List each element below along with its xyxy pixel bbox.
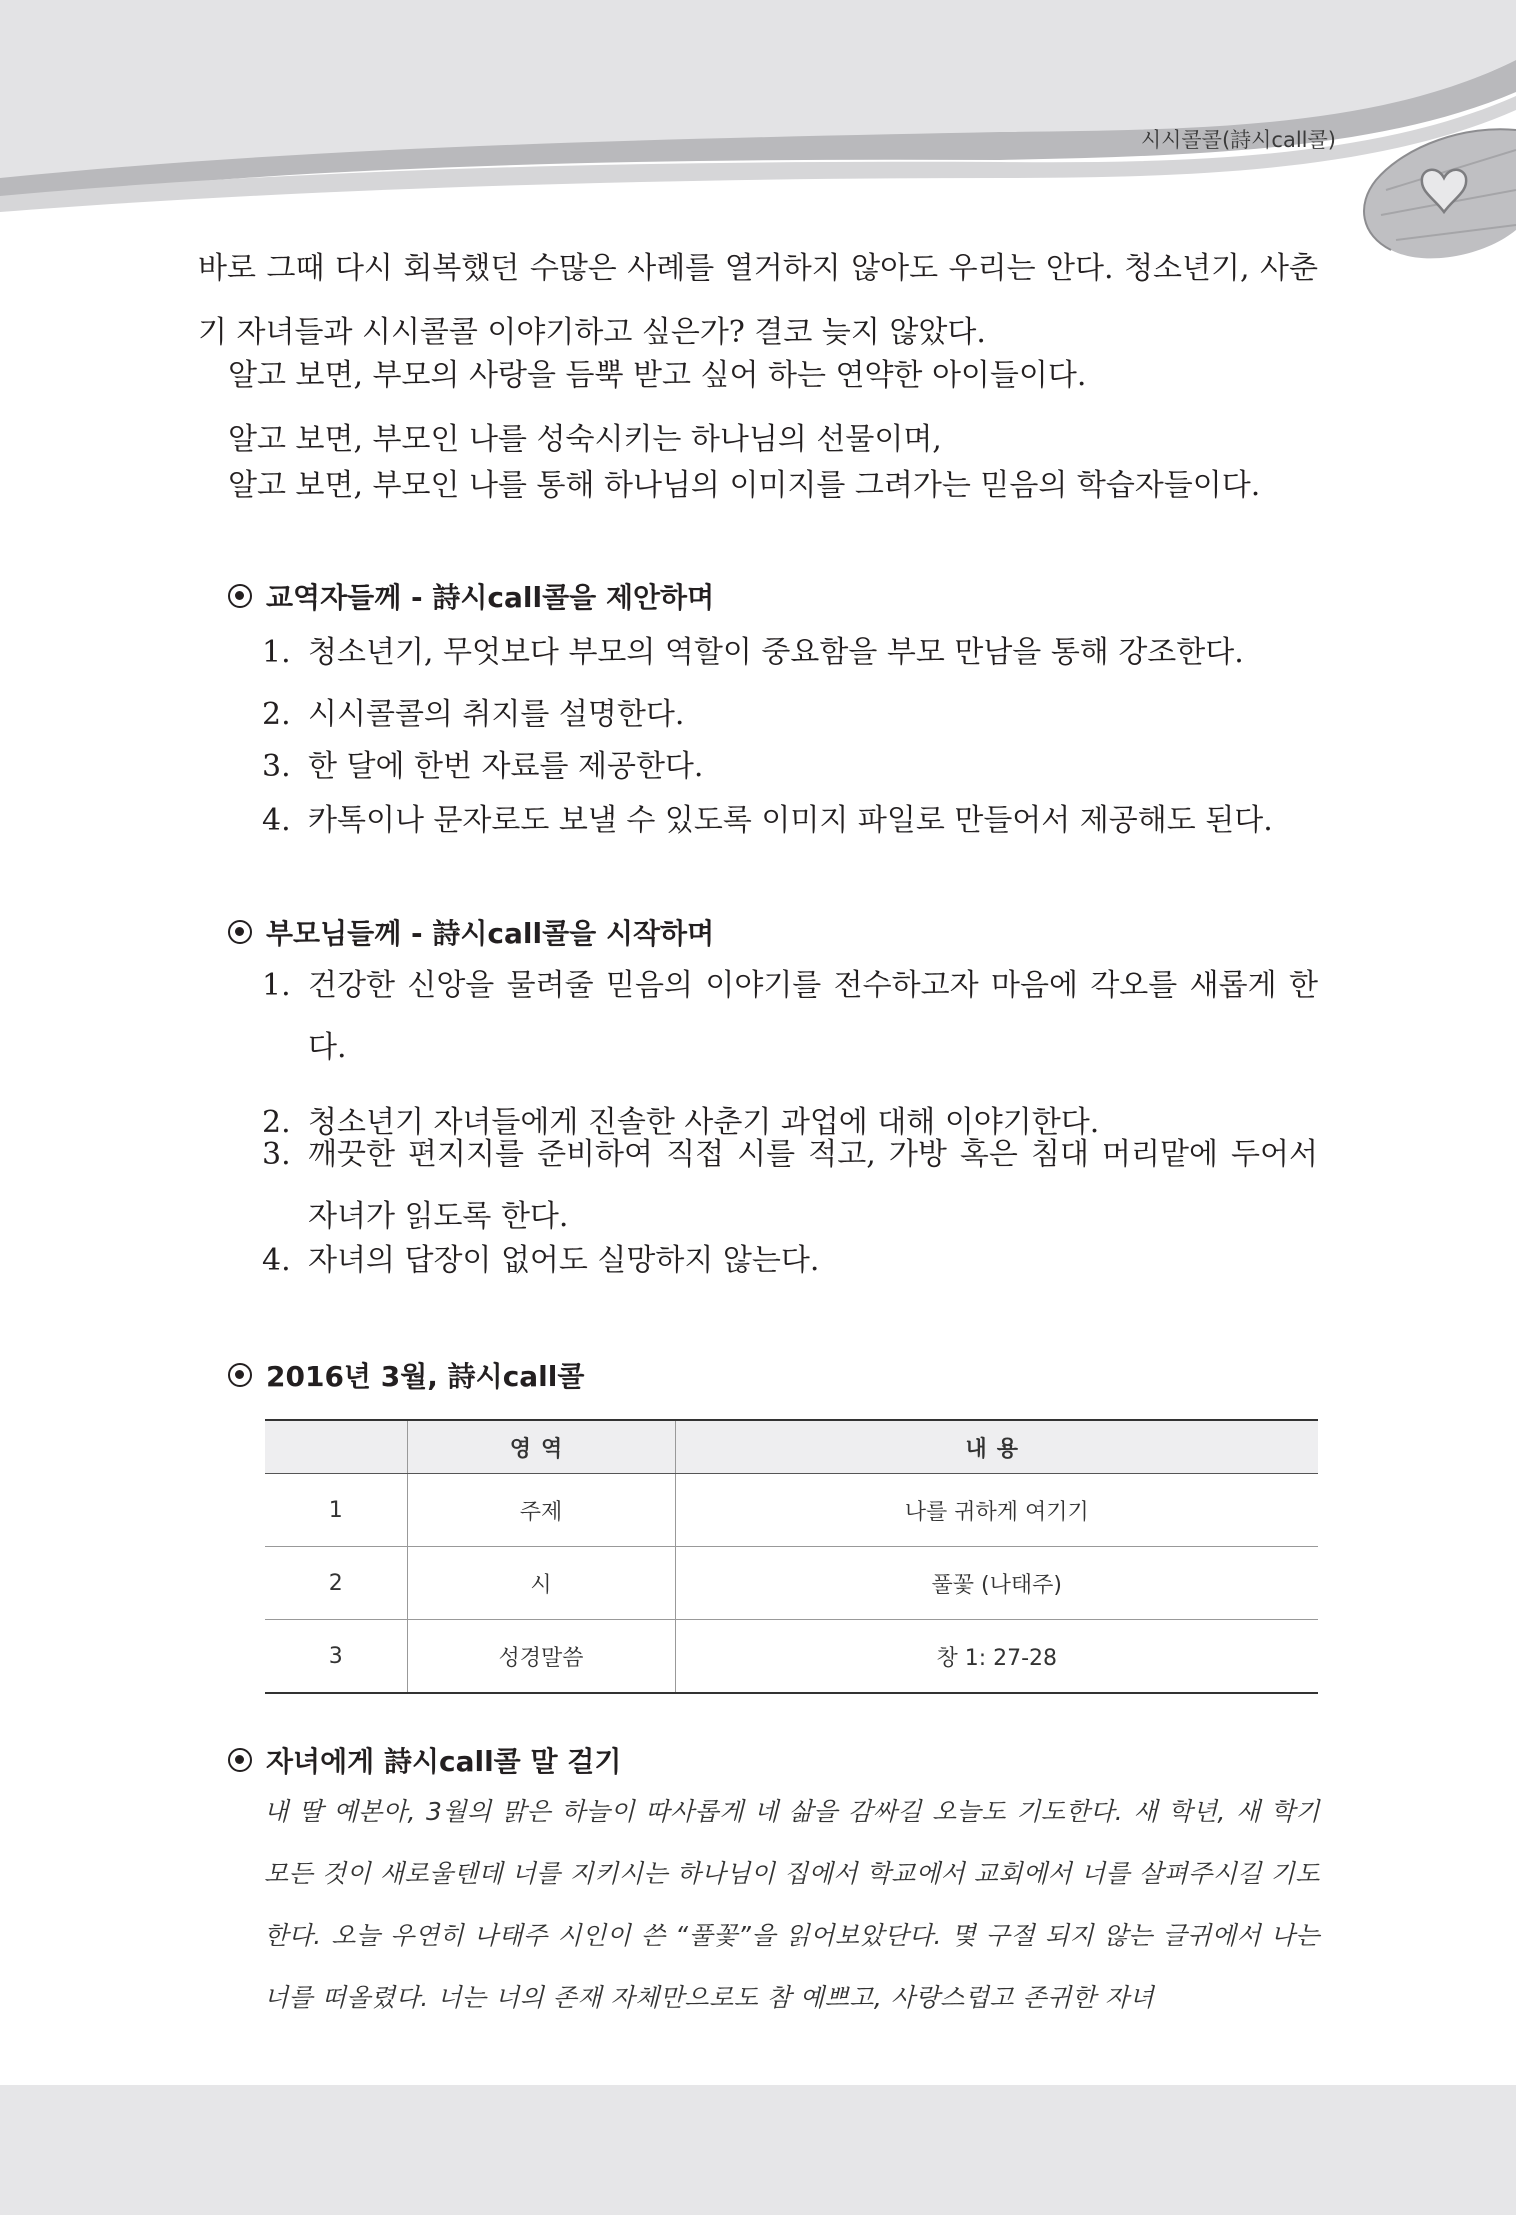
table-header-cell <box>265 1420 407 1474</box>
table-row <box>265 1547 1318 1620</box>
item-number: 4. <box>262 1243 291 1278</box>
item-text: 청소년기, 무엇보다 부모의 역할이 중요함을 부모 만남을 통해 강조한다. <box>308 635 1244 670</box>
item-number: 3. <box>262 749 291 784</box>
section-title-ministers <box>228 576 714 616</box>
header-wave <box>0 0 1516 230</box>
intro-line-2: 알고 보면, 부모인 나를 성숙시키는 하나님의 선물이며, <box>228 422 942 457</box>
item-text: 시시콜콜의 취지를 설명한다. <box>308 697 685 732</box>
table-header-cell: 내용 <box>675 1420 1318 1474</box>
item-text: 한 달에 한번 자료를 제공한다. <box>308 749 704 784</box>
section-title-text: 자녀에게 詩시call콜 말 걸기 <box>266 1745 622 1778</box>
bullet-circle-icon <box>228 1363 252 1387</box>
table-cell: 3 <box>265 1620 407 1694</box>
table-cell: 나를 귀하게 여기기 <box>675 1474 1318 1547</box>
table-row <box>265 1620 1318 1694</box>
table-cell: 성경말씀 <box>407 1620 675 1694</box>
item-text: 건강한 신앙을 물려줄 믿음의 이야기를 전수하고자 마음에 각오를 새롭게 한다. <box>308 968 1318 1065</box>
item-text: 자녀의 답장이 없어도 실망하지 않는다. <box>308 1243 820 1278</box>
table-cell: 풀꽃 (나태주) <box>675 1547 1318 1620</box>
section-title-march <box>228 1355 584 1395</box>
item-number: 2. <box>262 697 291 732</box>
item-number: 2. <box>262 1105 291 1140</box>
intro-line-3: 알고 보면, 부모인 나를 통해 하나님의 이미지를 그려가는 믿음의 학습자들이다. <box>228 468 1261 503</box>
section-title-text: 부모님들께 - 詩시call콜을 시작하며 <box>266 917 715 950</box>
table-cell: 주제 <box>407 1474 675 1547</box>
item-number: 1. <box>262 968 291 1003</box>
heart-leaf-icon <box>1316 120 1516 270</box>
item-text: 청소년기 자녀들에게 진솔한 사춘기 과업에 대해 이야기한다. <box>308 1105 1100 1140</box>
section-title-text: 2016년 3월, 詩시call콜 <box>266 1360 585 1393</box>
list-item <box>262 790 1318 852</box>
item-text: 카톡이나 문자로도 보낼 수 있도록 이미지 파일로 만들어서 제공해도 된다. <box>308 803 1273 838</box>
list-item <box>262 955 1318 1079</box>
table-cell: 창 1: 27-28 <box>675 1620 1318 1694</box>
table-header-cell: 영역 <box>407 1420 675 1474</box>
running-title: 시시콜콜(詩시call콜) <box>1140 128 1336 152</box>
list-item <box>262 622 1318 684</box>
intro-line-1: 알고 보면, 부모의 사랑을 듬뿍 받고 싶어 하는 연약한 아이들이다. <box>228 358 1087 393</box>
letter-to-child: 내 딸 예본아, 3월의 맑은 하늘이 따사롭게 네 삶을 감싸길 오늘도 기도한다. 새 학년, 새 학기 모든 것이 새로울텐데 너를 지키시는 하나님이 집에서 학교에서 교회에서 너를 살펴주시길 기도한다. 오늘 우연히 나태주 시인이 쓴 “풀꽃”을 읽어보았단다. 몇 구절 되지 않는 글귀에서 나는 너를 떠올렸다. 너는 너의 존재 자체만으로도 참 예쁘고, 사랑스럽고 존귀한 자녀 <box>264 1797 1320 2012</box>
list-item <box>262 736 1318 798</box>
section-title-text: 교역자들께 - 詩시call콜을 제안하며 <box>266 581 715 614</box>
item-text: 깨끗한 편지지를 준비하여 직접 시를 적고, 가방 혹은 침대 머리맡에 두어서 자녀가 읽도록 한다. <box>308 1137 1318 1234</box>
table-cell: 1 <box>265 1474 407 1547</box>
table-header-row <box>265 1420 1318 1474</box>
section-title-parents <box>228 912 714 952</box>
section-title-children <box>228 1740 621 1780</box>
item-number: 1. <box>262 635 291 670</box>
list-item <box>262 1230 1318 1292</box>
item-number: 3. <box>262 1137 291 1172</box>
table-row <box>265 1474 1318 1547</box>
table-cell: 2 <box>265 1547 407 1620</box>
bullet-circle-icon <box>228 1748 252 1772</box>
intro-paragraph: 바로 그때 다시 회복했던 수많은 사례를 열거하지 않아도 우리는 안다. 청소년기, 사춘기 자녀들과 시시콜콜 이야기하고 싶은가? 결코 늦지 않았다. <box>198 251 1318 350</box>
program-table <box>265 1419 1318 1694</box>
bullet-circle-icon <box>228 584 252 608</box>
item-number: 4. <box>262 803 291 838</box>
table-cell: 시 <box>407 1547 675 1620</box>
bullet-circle-icon <box>228 920 252 944</box>
